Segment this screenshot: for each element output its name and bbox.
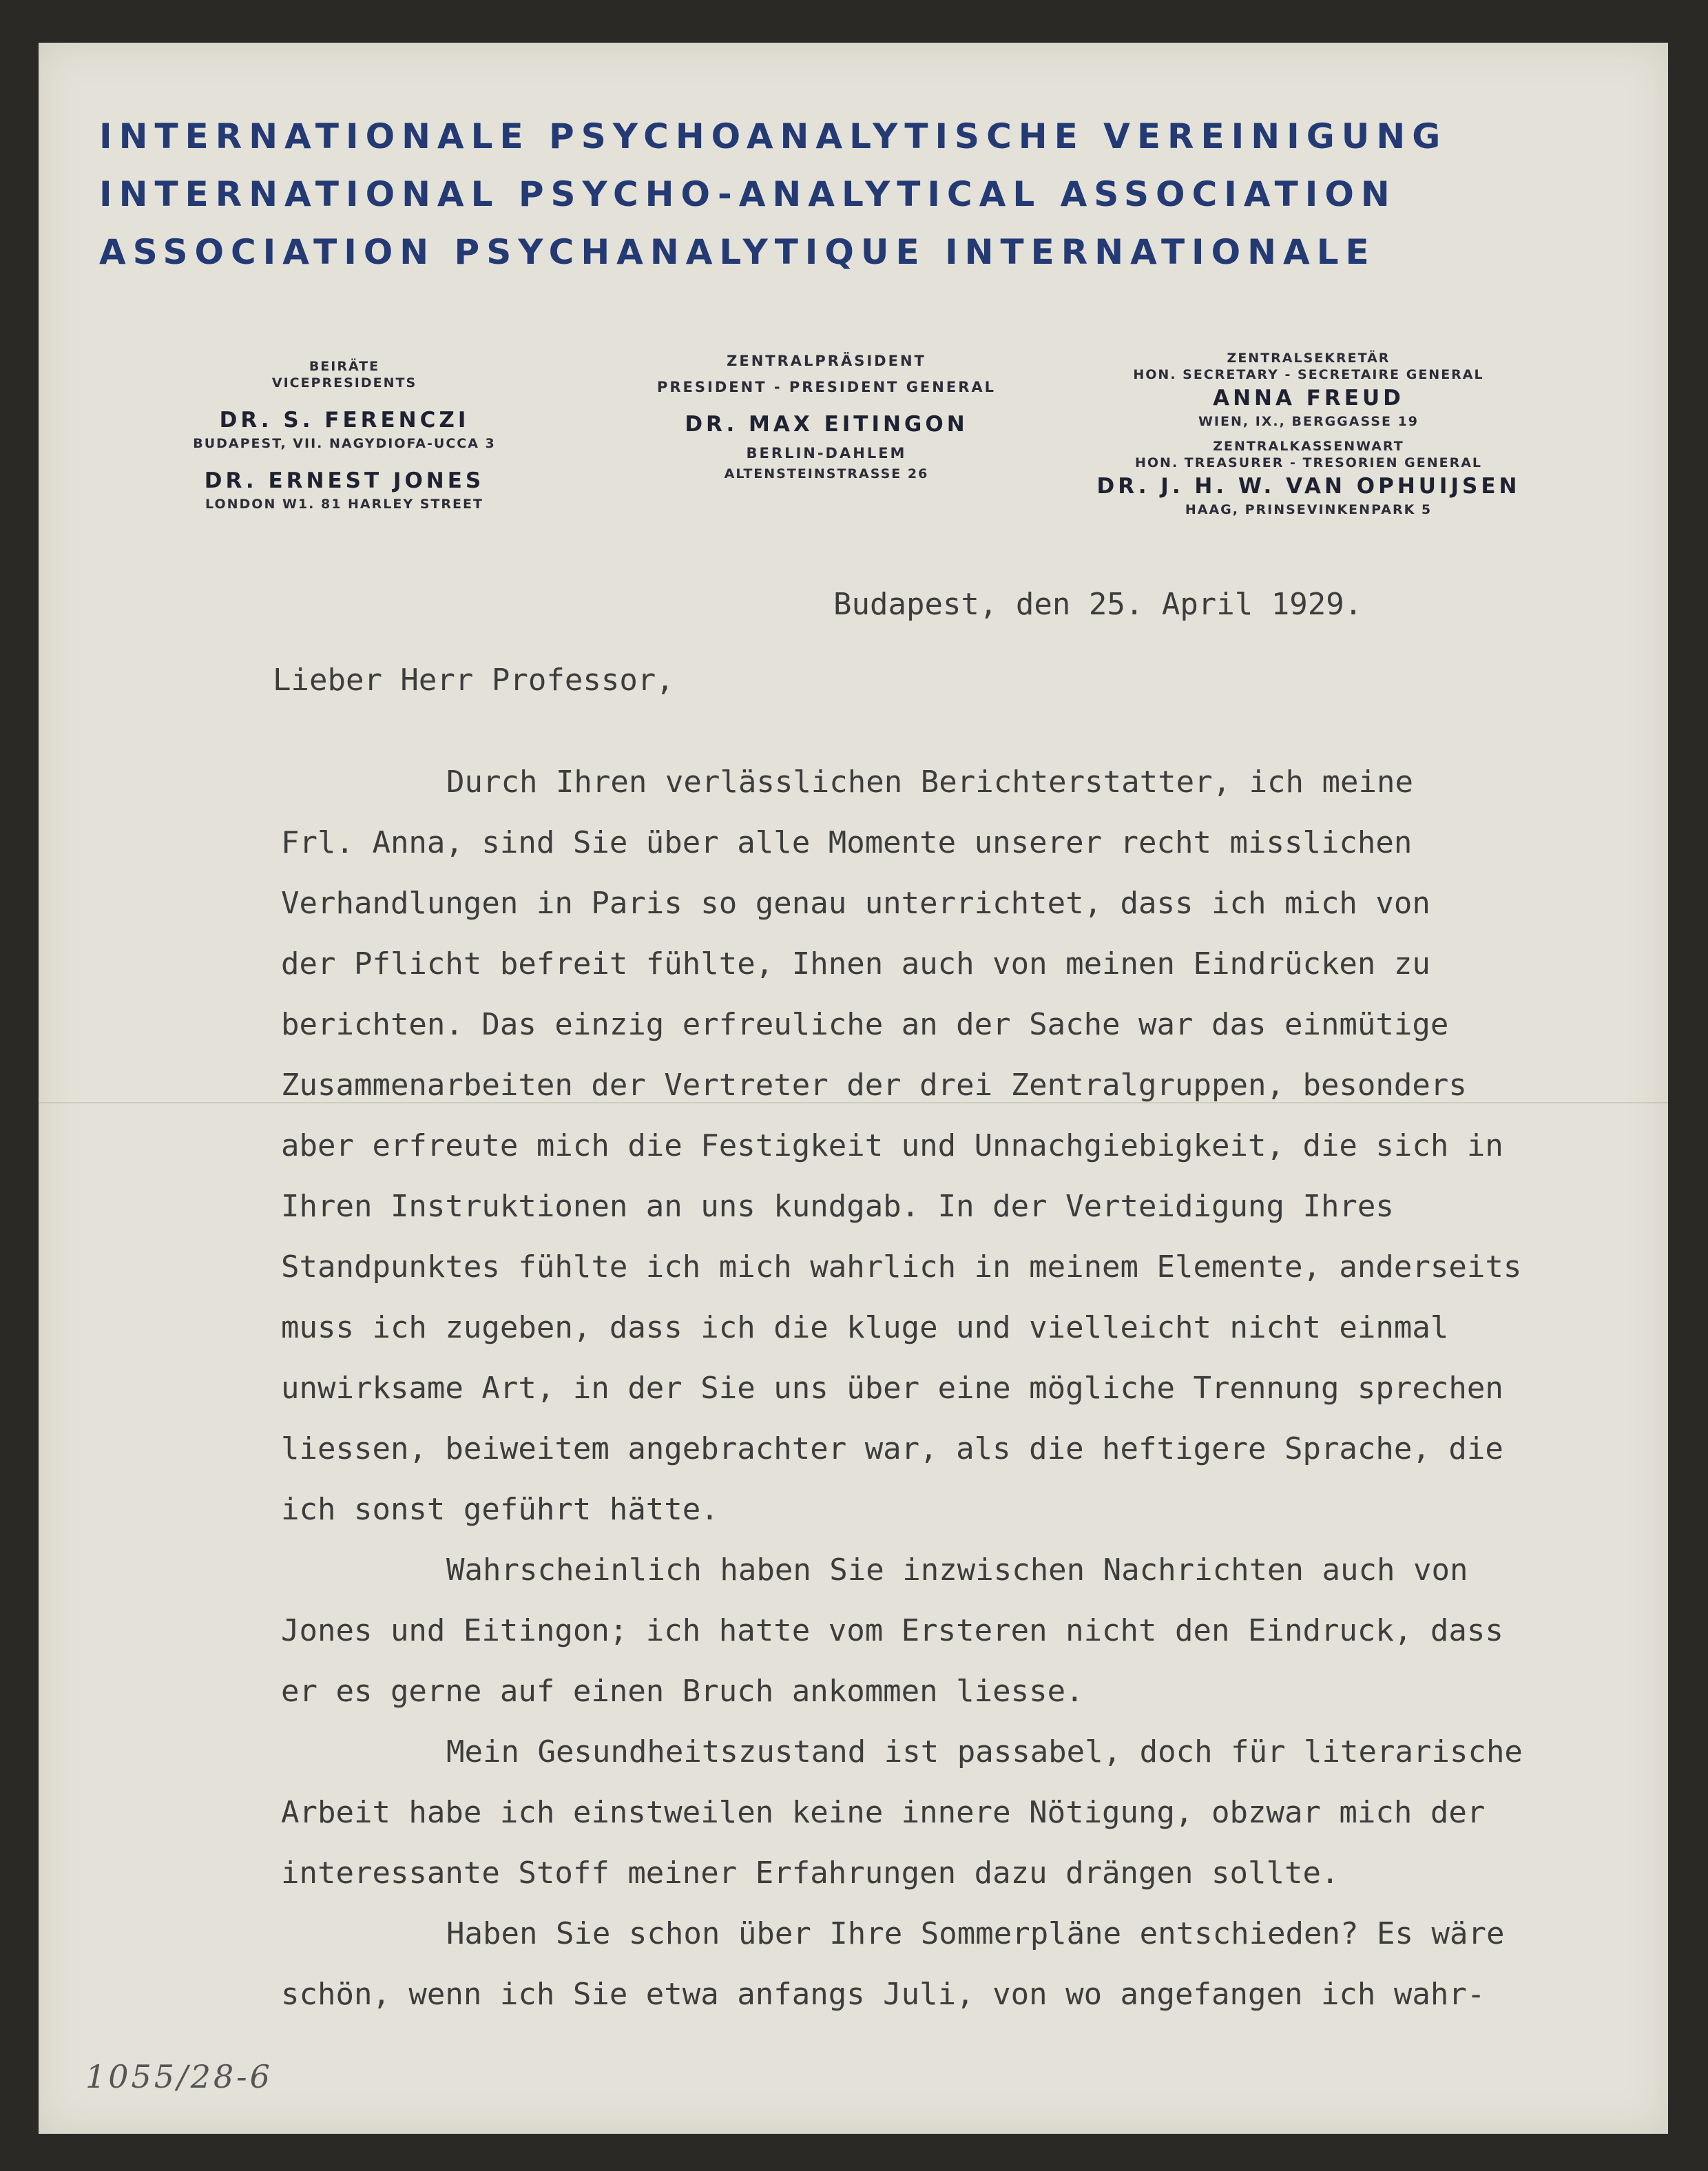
letter-line: Durch Ihren verlässlichen Berichterstatter, ich meine: [446, 765, 1413, 800]
letter-body: [281, 752, 1523, 2025]
letterhead-line-french: ASSOCIATION PSYCHANALYTIQUE INTERNATIONALE: [99, 232, 1376, 272]
letter-line: muss ich zugeben, dass ich die kluge und vielleicht nicht einmal: [281, 1310, 1449, 1345]
vicepresidents-title-de: BEIRÄTE: [309, 359, 380, 374]
letter-line: ich sonst geführt hätte.: [281, 1492, 719, 1527]
letter-line: Zusammenarbeiten der Vertreter der drei Zentralgruppen, besonders: [281, 1068, 1467, 1103]
letterhead-line-german: INTERNATIONALE PSYCHOANALYTISCHE VEREINIGUNG: [99, 116, 1448, 156]
anna-freud-name: ANNA FREUD: [1213, 386, 1404, 411]
letter-line: interessante Stoff meiner Erfahrungen dazu drängen sollte.: [281, 1856, 1340, 1891]
jones-address: LONDON W1. 81 HARLEY STREET: [205, 497, 483, 512]
eitingon-name: DR. MAX EITINGON: [685, 412, 968, 437]
treasurer-title-en: HON. TREASURER - TRESORIEN GENERAL: [1134, 455, 1483, 470]
letter-line: Ihren Instruktionen an uns kundgab. In der Verteidigung Ihres: [281, 1189, 1394, 1224]
president-title-en: PRESIDENT - PRESIDENT GENERAL: [657, 379, 996, 395]
letterhead-line-english: INTERNATIONAL PSYCHO-ANALYTICAL ASSOCIATION: [99, 174, 1397, 214]
letterhead-president: [606, 353, 1047, 482]
letterhead-title: [99, 107, 1580, 281]
letter-line: Standpunktes fühlte ich mich wahrlich in meinem Elemente, anderseits: [281, 1249, 1522, 1285]
letter-line: liessen, beiweitem angebrachter war, als die heftigere Sprache, die: [281, 1431, 1503, 1466]
letter-line: Verhandlungen in Paris so genau unterrichtet, dass ich mich von: [281, 886, 1430, 921]
eitingon-city: BERLIN-DAHLEM: [746, 445, 907, 461]
letter-line: berichten. Das einzig erfreuliche an der Sache war das einmütige: [281, 1007, 1449, 1042]
ophuijsen-address: HAAG, PRINSEVINKENPARK 5: [1185, 502, 1433, 517]
anna-freud-address: WIEN, IX., BERGGASSE 19: [1198, 414, 1419, 429]
letter-line: der Pflicht befreit fühlte, Ihnen auch von meinen Eindrücken zu: [281, 946, 1430, 981]
letter-salutation: Lieber Herr Professor,: [273, 663, 674, 698]
letter-line: unwirksame Art, in der Sie uns über eine mögliche Trennung sprechen: [281, 1371, 1503, 1406]
letter-line: Arbeit habe ich einstweilen keine innere Nötigung, obzwar mich der: [281, 1795, 1486, 1830]
letter-line: Wahrscheinlich haben Sie inzwischen Nachrichten auch von: [446, 1552, 1468, 1588]
vicepresidents-title-en: VICEPRESIDENTS: [271, 375, 417, 391]
archive-number: 1055/28-6: [85, 2058, 273, 2095]
treasurer-title-de: ZENTRALKASSENWART: [1213, 439, 1404, 454]
letterhead-vicepresidents: [165, 358, 523, 512]
ophuijsen-name: DR. J. H. W. VAN OPHUIJSEN: [1096, 474, 1521, 499]
ferenczi-name: DR. S. FERENCZI: [219, 408, 470, 433]
letter-line: Jones und Eitingon; ich hatte vom Ersteren nicht den Eindruck, dass: [281, 1613, 1503, 1648]
letter-line: Haben Sie schon über Ihre Sommerpläne entschieden? Es wäre: [446, 1916, 1505, 1951]
eitingon-street: ALTENSTEINSTRASSE 26: [724, 466, 929, 481]
letter-date: Budapest, den 25. April 1929.: [833, 587, 1363, 622]
jones-name: DR. ERNEST JONES: [204, 468, 485, 493]
secretary-title-de: ZENTRALSEKRETÄR: [1227, 351, 1391, 366]
letter-line: schön, wenn ich Sie etwa anfangs Juli, von wo angefangen ich wahr-: [281, 1977, 1486, 2012]
secretary-title-en: HON. SECRETARY - SECRETAIRE GENERAL: [1133, 367, 1484, 382]
letter-line: aber erfreute mich die Festigkeit und Unnachgiebigkeit, die sich in: [281, 1128, 1503, 1163]
letterhead-secretary: [1061, 350, 1556, 518]
letter-line: Mein Gesundheitszustand ist passabel, doch für literarische: [446, 1734, 1523, 1769]
ferenczi-address: BUDAPEST, VII. NAGYDIOFA-UCCA 3: [193, 436, 496, 451]
letter-line: er es gerne auf einen Bruch ankommen liesse.: [281, 1674, 1084, 1709]
president-title-de: ZENTRALPRÄSIDENT: [727, 353, 926, 369]
letter-line: Frl. Anna, sind Sie über alle Momente unserer recht misslichen: [281, 825, 1413, 860]
